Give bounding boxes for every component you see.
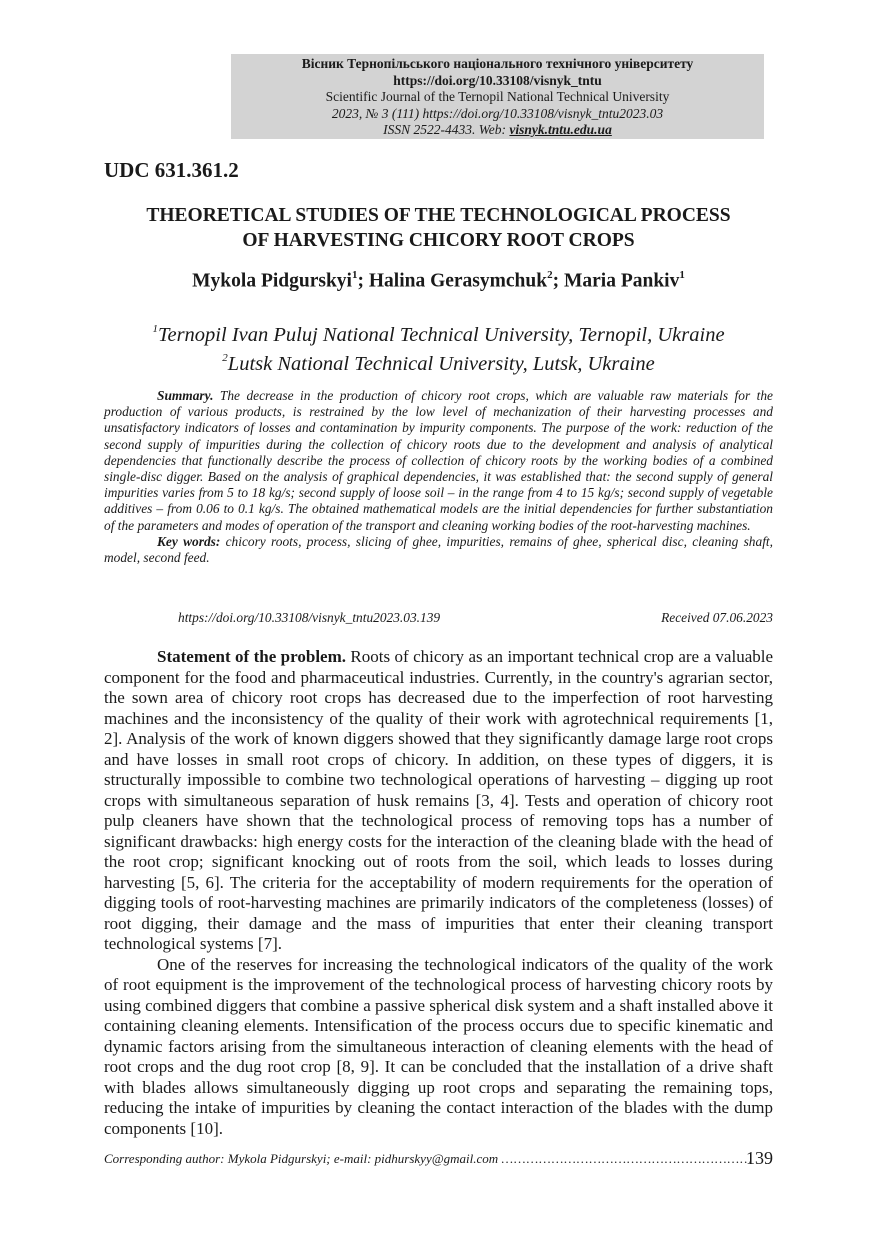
- author-list: Mykola Pidgurskyi$^1$; Halina Gerasymchuk$^2$; Maria Pankiv$^1$: [192, 269, 685, 292]
- summary-paragraph: [104, 388, 773, 534]
- journal-website-link[interactable]: visnyk.tntu.edu.ua: [509, 122, 612, 137]
- body-paragraph: One of the reserves for increasing the technological indicators of the quality of the work of root equipment is the improvement of the technological process of harvesting chicory roots by using combined diggers that combine a passive spherical disk system and a shaft installed above it containing cleaning elements. Intensification of the process occurs due to specific kinematic and dynamic factors arising from the simultaneous interaction of cleaning elements with the head of root crops and the dug root crop [8, 9]. It can be concluded that the installation of a drive shaft with blades allows simultaneously digging up root crops and separating the remaining tops, reducing the intake of impurities by cleaning the contact interaction of the blades with the dump components [10].: [104, 954, 773, 1138]
- udc-code: UDC 631.361.2: [104, 158, 239, 182]
- body-paragraph: Statement of the problem. Roots of chicory as an important technical crop are a valuable component for the food and pharmaceutical industries. Currently, in the country's agrarian sector, the sown area of chicory root crops has decreased due to the imperfection of root harvesting machines and the inconsistency of the quality of their work with agrotechnical requirements [1, 2]. Analysis of the work of known diggers showed that they significantly damage large root crops and have losses in small root crops of chicory. In addition, on these types of diggers, it is structurally impossible to combine two technological operations of harvesting – digging up root crops with simultaneous separation of husk remains [3, 4]. Tests and operation of chicory root pulp cleaners have shown that the technological process of removing tops has a number of significant drawbacks: high energy costs for the interaction of the cleaning blade with the head of the root crop; significant knocking out of roots from the soil, which leads to losses during harvesting [5, 6]. The criteria for the acceptability of modern requirements for the operation of digging tools of root-harvesting machines are primarily indicators of the completeness (losses) of root digging, their damage and the mass of impurities that enter their cleaning transport technological systems [7].: [104, 647, 774, 953]
- summary-text: The decrease in the production of chicory root crops, which are valuable raw materials for the production of various products, is restrained by the low level of mechanization of their harvesting processes and unsatisfactory indicators of losses and contamination by impurity components. The purpose of the work: reduction of the second supply of impurities during the collection of chicory roots due to the development and analysis of analytical dependencies that functionally describe the process of collection of chicory roots by the working bodies of a combined single-disc digger. Based on the analysis of graphical dependencies, it was established that: the second supply of general impurities varies from 5 to 18 kg/s; second supply of loose soil – in the range from 4 to 15 kg/s; second supply of vegetable additives – from 0.06 to 0.1 kg/s. The obtained mathematical models are the initial dependencies for further substantiation of the parameters and modes of operation of the transport and cleaning working bodies of the root-harvesting machines.: [104, 388, 773, 533]
- issn-line: ISSN 2522-4433. Web: visnyk.tntu.edu.ua: [383, 122, 612, 137]
- corresponding-author: Corresponding author: Mykola Pidgurskyi; e-mail: pidhurskyy@gmail.com: [104, 1151, 502, 1166]
- section-heading: Statement of the problem.: [157, 647, 347, 666]
- summary-label: Summary.: [157, 388, 214, 403]
- article-meta: [178, 610, 773, 626]
- issue-info: 2023, № 3 (111) https://doi.org/10.33108/visnyk_tntu2023.03: [331, 105, 664, 121]
- author-affil-marker: 1: [351, 269, 358, 281]
- affiliation: $^1$Ternopil Ivan Puluj National Technical University, Ternopil, Ukraine: [152, 323, 725, 346]
- journal-header: [231, 54, 764, 139]
- author-name: Halina Gerasymchuk: [368, 270, 548, 292]
- paper-title: THEORETICAL STUDIES OF THE TECHNOLOGICAL PROCESS OF HARVESTING CHICORY ROOT CROPS: [146, 205, 731, 251]
- author-affil-marker: 1: [679, 269, 685, 281]
- leader-dots: ……………………………………………………: [501, 1151, 753, 1166]
- journal-name-ua: Вісник Тернопільського національного технічного університету: [301, 56, 694, 71]
- journal-name-en: Scientific Journal of the Ternopil National Technical University: [325, 89, 670, 104]
- author-name: Mykola Pidgurskyi: [192, 270, 352, 292]
- affiliations: [104, 318, 773, 376]
- keywords-paragraph: [104, 534, 773, 566]
- abstract: [104, 388, 773, 566]
- author-name: Maria Pankiv: [563, 270, 680, 292]
- article-doi-link[interactable]: https://doi.org/10.33108/visnyk_tntu2023.03.139: [178, 610, 441, 625]
- page-number: 139: [746, 1148, 773, 1168]
- journal-doi-link[interactable]: https://doi.org/10.33108/visnyk_tntu: [393, 72, 602, 88]
- page-footer: [104, 1148, 773, 1168]
- affiliation: $^2$Lutsk National Technical University, Lutsk, Ukraine: [222, 351, 655, 375]
- main-body: [104, 647, 773, 1139]
- author-affil-marker: 2: [547, 269, 553, 281]
- received-date: Received 07.06.2023: [661, 610, 773, 625]
- keywords-label: Key words:: [157, 533, 221, 549]
- keywords-text: chicory roots, process, slicing of ghee, impurities, remains of ghee, spherical disc, cleaning shaft, model, second feed.: [104, 533, 773, 566]
